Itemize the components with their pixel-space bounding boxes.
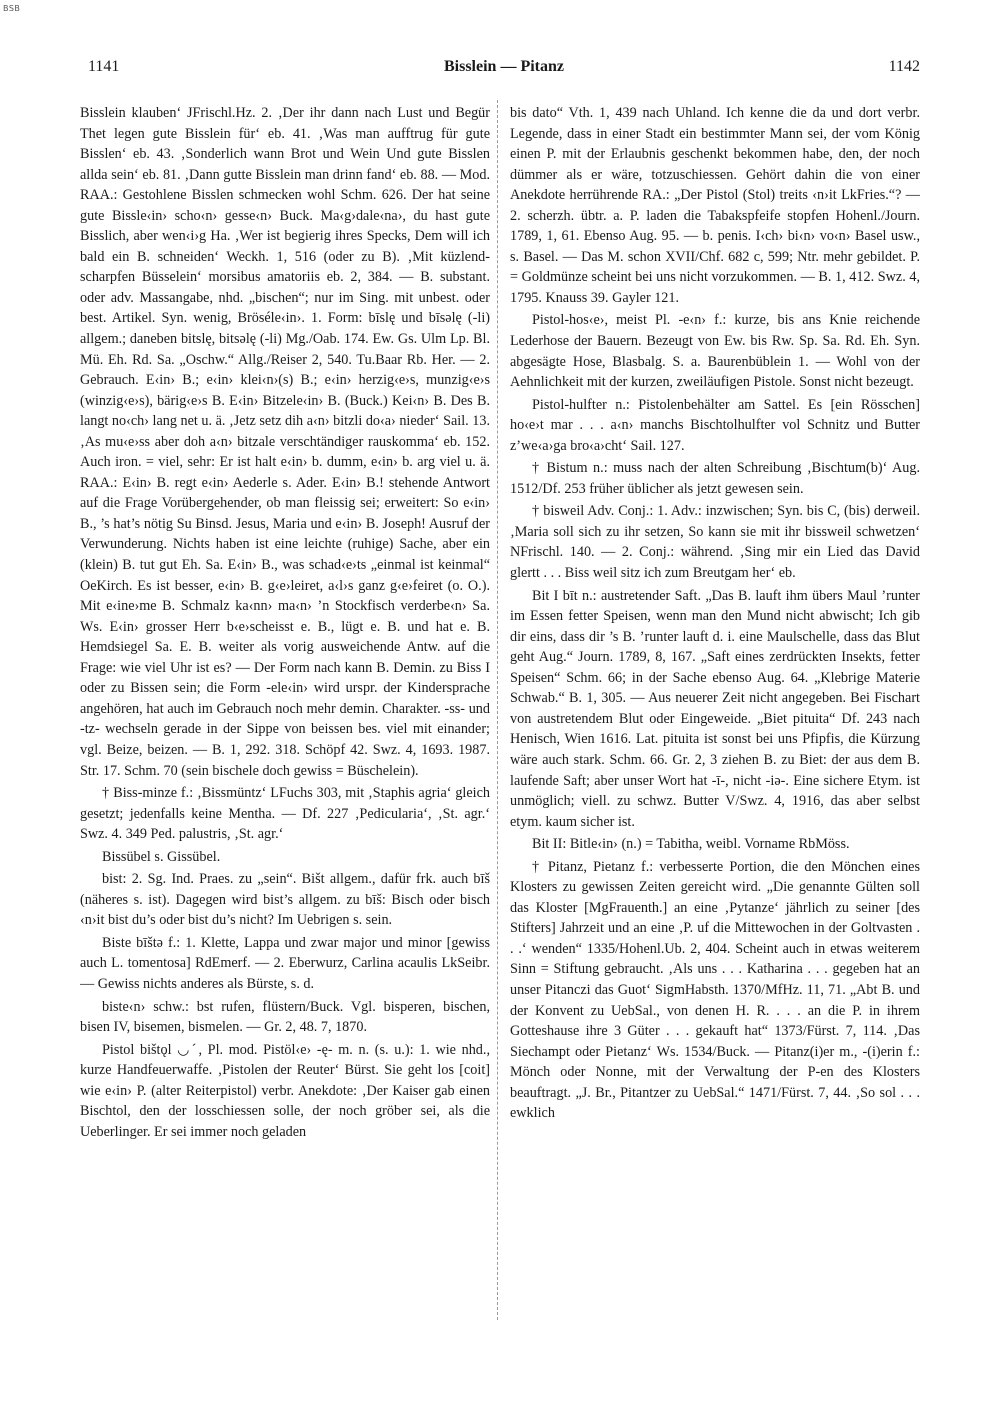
dictionary-entry: † bisweil Adv. Conj.: 1. Adv.: inzwischen; Syn. bis C, (bis) derweil. ‚Maria soll sich zu ihr setzen, So kann sie mit ihr bissweil schwetzen‘ NFrischl. 140. — 2. Conj.: während. ‚Sing mir ein Lied das David glertt . . . Biss weil sitz ich zum Breutgam her‘ eb.: [510, 503, 920, 582]
dictionary-paragraph: Bisslein klauben‘ JFrischl.Hz. 2. ‚Der ihr dann nach Lust und Begür Thet legen gute Bisslein für‘ eb. 41. ‚Was man aufftrug für gute Bisslen‘ eb. 43. ‚Sonderlich wann Brot und Wein Und gute Bisslen allda sein‘ eb. 81. ‚Dann gutte Bisslein man drinn fand‘ eb. 88. — Mod. RAA.: Gestohlene Bisslen schmecken wohl Schm. 626. Der hat seine gute Bissle‹in› scho‹n› gesse‹n› Buck. Ma‹g›dale‹na›, du hast gute Bisslich, aber wen‹i›g Ha. ‚Wer ist begierig ihres Specks, Dem will ich bald ein B. schneiden‘ Weckh. 1, 516 (oder zu B). ‚Mit küzlend-scharpfen Büsselein‘ morsibus amatoriis eb. 2, 384. — B. substant. oder adv. Massangabe, nhd. „bischen“; nur im Sing. mit unbest. oder best. Artikel. Syn. wenig, Bröséle‹in›. 1. Form: bīslę und bīsəlę (-li) allgem.; daneben bitslę, bitsəlę (-li) Mg./Oab. 174. Ew. Gs. Ulm Lp. Bl. Mü. Eh. Rd. Sa. „Oschw.“ Allg./Reiser 2, 540. Tu.Baar Rb. Her. — 2. Gebrauch. E‹in› B.; e‹in› klei‹n›(s) B.; e‹in› herzig‹e›s, munzig‹e›s (winzig‹e›s), bärig‹e›s B. E‹in› Bitzele‹in› B. (Buck.) Kei‹n› B. Des B. langt no‹ch› lang net u. ä. ‚Jetz setz dih a‹n› bitzli do‹a› nieder‘ Sail. 13. ‚As mu‹e›ss aber doh a‹n› bitzale verschtändiger rauskomma‘ eb. 152. Auch iron. = viel, sehr: Er ist halt e‹in› b. dumm, e‹in› b. arg viel u. ä. RAA.: E‹in› B. regt e‹in› Aederle s. Ader. E‹in› B.! stehende Antwort auf die Frage Vorübergehender, ob man fleissig sei; erweitert: So e‹in› B., ’s hat’s nötig Su Binsd. Jesus, Maria und e‹in› B. Joseph! Ausruf der Verwunderung. Nichts haben ist eine leichte (ruhige) Sache, aber ein (klein) B. tut gut Eh. Sa. E‹in› B., was schad‹e›ts „einmal ist keinmal“ OeKirch. Es ist besser, e‹in› B. g‹e›leiret, a‹l›s ganz g‹e›feiret (o. O.). Mit e‹ine›me B. Schmalz ka‹nn› ma‹n› ’n Stockfisch verderbe‹n› Sa. Ws. E‹in› grosser Herr b‹e›scheisst e. B., lügt e. B. und hat e. B. Hemdsiegel Sa. E. B. weiter als vorig ausweichende Antw. auf die Frage: wie viel Uhr ist es? — Der Form nach kann B. Demin. zu Biss I oder zu Bissen sein; die Form -ele‹in› wird urspr. der Kindersprache angehören, hat auch im Gebrauch noch mehr demin. Charakter. -ss- und -tz- wechseln gerade in der Sippe von beissen bes. viel mit einander; vgl. Beize, beizen. — B. 1, 292. 318. Schöpf 42. Swz. 4, 1693. 1987. Str. 17. Schm. 70 (sein bischele doch gewiss = Büschelein).: [80, 105, 490, 779]
running-header: [88, 58, 920, 80]
dictionary-entry: Bissübel s. Gissübel.: [102, 848, 221, 865]
library-stamp: BSB: [3, 4, 21, 13]
left-column: [80, 103, 490, 1318]
dictionary-entry: † Biss-minze f.: ‚Bissmüntz‘ LFuchs 303, mit ‚Staphis agria‘ gleich gesetzt; jedenfalls keine Mentha. — Df. 227 ‚Pedicularia‘, ‚St. agr.‘ Swz. 4. 349 Ped. palustris, ‚St. agr.‘: [80, 785, 490, 843]
dictionary-entry: Pistol bištǫl ◡ˊ, Pl. mod. Pistöl‹e› -ę- m. n. (s. u.): 1. wie nhd., kurze Handfeuerwaffe. ‚Pistolen der Reuter‘ Bürst. Sie geht los [coit] wie e‹in› P. (alter Reiterpistol) verbr. Anekdote: ‚Der Kaiser gab einen Bischtol, den der losschiessen solle, der noch gröber sei, als die Ueberlinger. Er sei immer noch geladen: [80, 1041, 490, 1140]
dictionary-entry: biste‹n› schw.: bst rufen, flüstern/Buck. Vgl. bisperen, bischen, bisen IV, bisemen, bismelen. — Gr. 2, 48. 7, 1870.: [80, 998, 490, 1036]
column-divider: [497, 100, 498, 1320]
running-title: Bisslein — Pitanz: [443, 58, 564, 75]
dictionary-entry: Pistol-hos‹e›, meist Pl. -e‹n› f.: kurze, bis ans Knie reichende Lederhose der Bauern. Bezeugt von Ew. bis Rw. Sp. Sa. Rd. Eh. Syn. abgesägte Hose, Blasbalg. S. a. Baurenbüblein 1. — Wohl von der Aehnlichkeit mit der kurzen, zweiläufigen Pistole. Sonst nicht bezeugt.: [510, 312, 920, 391]
dictionary-entry: bist: 2. Sg. Ind. Praes. zu „sein“. Bišt allgem., dafür frk. auch bīš (näheres s. ist). Dagegen wird bist’s allgem. zu bīš: Bisch oder bisch ‹n›it bist du’s oder bist du’s nicht? Im Uebrigen s. sein.: [80, 871, 490, 929]
dictionary-entry: Bit II: Bitle‹in› (n.) = Tabitha, weibl. Vorname RbMöss.: [532, 836, 850, 853]
dictionary-paragraph: bis dato“ Vth. 1, 439 nach Uhland. Ich kenne die da und dort verbr. Legende, dass in einer Stadt ein bestimmter Mann sei, der vom König einen P. mit der Erlaubnis geschenkt bekommen habe, den, der noch dümmer als er wäre, totzuschiessen. Gehört dahin die von einer Anekdote herrührende RA.: „Der Pistol (Stol) treits ‹n›it LkFries.“? — 2. scherzh. übtr. a. P. laden die Tabakspfeife stopfen Hohenl./Journ. 1789, 1, 61. Ebenso Aug. 95. — b. penis. I‹ch› bi‹n› vo‹n› Basel usw., s. Basel. — Das M. schon XVII/Chf. 682 c, 599; Ntr. mehr gebildet. P. = Goldmünze scheint bei uns nicht vorzukommen. — B. 1, 412. Swz. 4, 1795. Knauss 39. Gayler 121.: [510, 105, 920, 306]
page-number-left: 1141: [88, 58, 120, 75]
dictionary-entry: Pistol-hulfter n.: Pistolenbehälter am Sattel. Es [ein Rösschen] ho‹e›t mar . . . a‹n› manchs Bischtolhulfter vol Schnitz und Butter z’we‹a›ga bro‹a›cht‘ Sail. 127.: [510, 396, 920, 454]
dictionary-entry: Bit I bīt n.: austretender Saft. „Das B. lauft ihm übers Maul ’runter im Essen fetter Speisen, wenn man den Mund nicht abwischt; Ich gib dir eins, dass dir ’s B. ’runter lauft d. i. eine Maulschelle, dass das Blut geht Aug.“ Journ. 1789, 8, 167. „Saft eines zerdrückten Insekts, fetter Speisen“ Schm. 66; in der Sache ebenso Aug. 64. „Klebrige Materie Schwab.“ B. 1, 305. — Aus neuerer Zeit nicht angegeben. Bei Fischart von austretendem Blut oder Eingeweide. „Biet pituita“ Df. 243 nach Henisch, Wien 1616. Lat. pituita ist sonst bei uns Pfipfis, die Kürzung wäre auch stark. Schm. 66. Gr. 2, 3 ziehen B. zu Biet: der aus dem B. laufende Saft; aber unser Wort hat -ī-, nicht -iə-. Eine sichere Etym. ist unmöglich; viell. zu schwz. Butter V/Swz. 4, 1916, das aber selbst etym. kaum sicher ist.: [510, 587, 920, 830]
dictionary-entry: † Bistum n.: muss nach der alten Schreibung ‚Bischtum(b)‘ Aug. 1512/Df. 253 früher üblicher als jetzt gewesen sein.: [510, 460, 920, 497]
right-column: [510, 103, 920, 1318]
page-number-right: 1142: [888, 58, 920, 75]
dictionary-entry: † Pitanz, Pietanz f.: verbesserte Portion, die den Mönchen eines Klosters zu gewissen Zeiten gereicht wird. „Die genannte Gülten soll das Kloster [MgFrauenth.] an eine ‚Pytanze‘ jährlich zu seiner [des Stifters] Jahrzeit und an eine ‚P. uf die Mittewochen in der Goltvasten . . .‘ wenden“ 1335/Hohenl.Ub. 2, 404. Scheint auch in etwas weiterem Sinn = Stiftung gebraucht. ‚Als uns . . . Katharina . . . gegeben hat an unser Pitanczi das Guot‘ SigmHabsth. 1370/MfHz. 11, 71. „Abt B. und der Konvent zu UebSal., von denen H. R. . . . an die P. in ihrem Gotteshause ihre 3 Güter . . . gekauft hat“ 1373/Fürst. 7, 114. ‚Das Siechampt oder Pietanz‘ Ws. 1534/Buck. — Pitanz(i)er m., -(i)erin f.: Mönch oder Nonne, mit der Verwaltung der P-en des Klosters beauftragt. „J. Br., Pitantzer zu UebSal.“ 1471/Fürst. 7, 44. ‚So sol . . . ewklich: [510, 858, 920, 1122]
dictionary-entry: Biste bīštə f.: 1. Klette, Lappa und zwar major und minor [gewiss auch L. tomentosa] RdEmerf. — 2. Eberwurz, Carlina acaulis LkSeibr. — Gewiss nichts anderes als Bürste, s. d.: [80, 934, 490, 992]
